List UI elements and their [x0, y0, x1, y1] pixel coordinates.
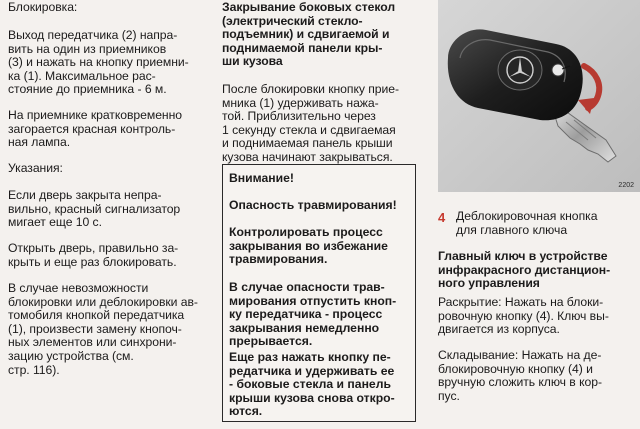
- master-key-heading: Главный ключ в устройстве инфракрасного дистанцион- ного управления: [438, 249, 611, 291]
- warning-injury-risk: Опасность травмирования!: [229, 198, 397, 212]
- window-closing-heading: Закрывание боковых стекол (электрический стекло- подъемник) и сдвигаемой и поднимаемой панели кры- ши кузова: [222, 0, 396, 69]
- warning-reopen: Еще раз нажать кнопку пе- редатчика и удерживать ее - боковые стекла и панель крыши кузова снова откро- ются.: [229, 350, 395, 419]
- callout-4-label: 4: [567, 58, 573, 69]
- window-closing-text: После блокировки кнопку прие- мника (1) удерживать нажа- той. Приблизительно через 1 секунду стекла и сдвигаемая и поднимаемая панель крыши кузова начинают закрываться.: [222, 82, 400, 164]
- callout-number: 4: [438, 210, 446, 225]
- unfold-text: Раскрытие: Нажать на блоки- ровочную кнопку (4). Ключ вы- двигается из корпуса.: [438, 295, 609, 337]
- reclose-text: Открыть дверь, правильно за- крыть и еще раз блокировать.: [8, 241, 179, 269]
- figure-number: 2202: [618, 182, 634, 189]
- locking-heading: Блокировка:: [8, 0, 78, 14]
- notes-heading: Указания:: [8, 161, 63, 175]
- warning-title: Внимание!: [229, 171, 294, 185]
- warning-monitor-closing: Контролировать процесс закрывания во избежание травмирования.: [229, 225, 388, 267]
- callout-description: Деблокировочная кнопка для главного ключа: [456, 209, 598, 237]
- receiver-lamp-text: На приемнике кратковременно загорается красная контроль- ная лампа.: [8, 108, 183, 150]
- warning-box: [222, 164, 416, 422]
- key-fob-illustration: [438, 0, 640, 192]
- door-warning-text: Если дверь закрыта непра- вильно, красный сигнализатор мигает еще 10 с.: [8, 188, 181, 230]
- fold-text: Складывание: Нажать на де- блокировочную кнопку (4) и вручную сложить ключ в кор- пус.: [438, 348, 602, 403]
- key-photo: [438, 0, 640, 192]
- battery-replacement-text: В случае невозможности блокировки или деблокировки ав- томобиля кнопкой передатчика (1), произвести замену кнопоч- ных элементов или синхрони- зацию устройства (см. стр. 116).: [8, 281, 198, 377]
- warning-release-button: В случае опасности трав- мирования отпустить кноп- ку передатчика - процесс закрывания немедленно прерывается.: [229, 280, 397, 349]
- unlock-button-4: [552, 64, 564, 76]
- locking-instructions: Выход передатчика (2) напра- вить на один из приемников (3) и нажать на кнопку приемни- ка (1). Максимальное рас- стояние до приемника - 6 м.: [8, 28, 189, 97]
